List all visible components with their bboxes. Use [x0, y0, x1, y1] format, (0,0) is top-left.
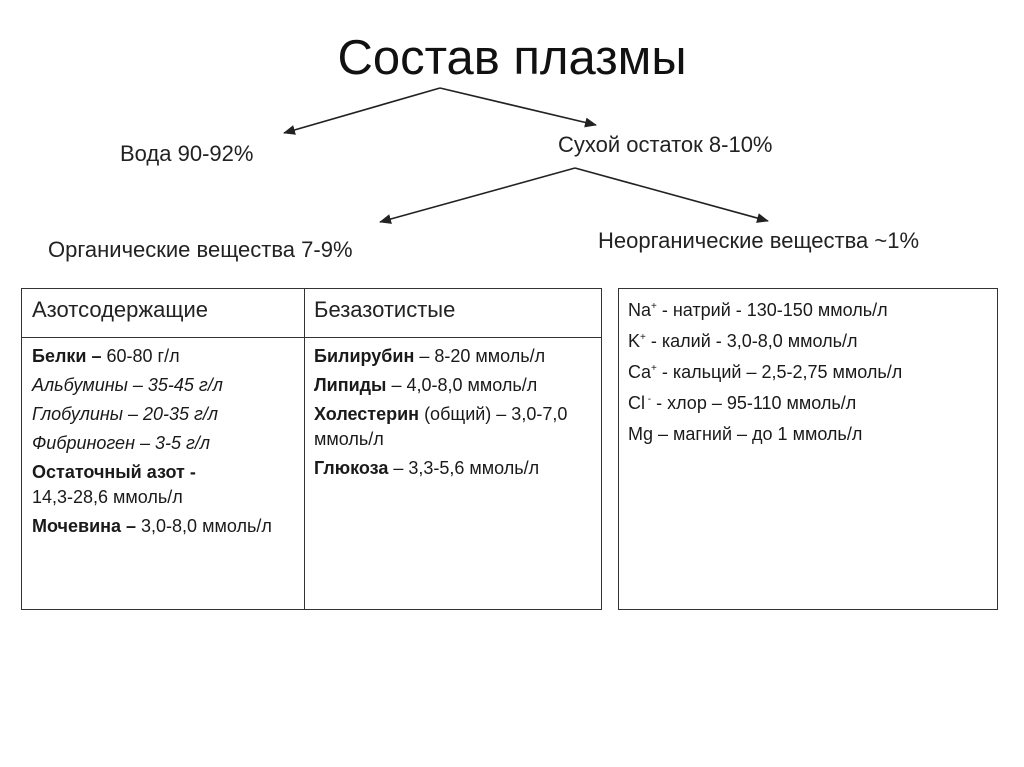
table-header-divider [22, 337, 601, 338]
entry-globulins: Глобулины – 20-35 г/л [32, 404, 219, 424]
nitrogen-column [32, 344, 297, 543]
entry-residual-nitrogen [32, 460, 297, 510]
entry-lipids [314, 373, 589, 398]
header-nitrogen: Азотсодержащие [32, 297, 208, 322]
lipids-value: – 4,0-8,0 ммоль/л [386, 375, 538, 395]
organic-label: Органические вещества 7-9% [48, 237, 353, 262]
proteins-value: 60-80 г/л [101, 346, 180, 366]
ion-symbol: Cl [628, 393, 645, 413]
ion-row-magnesium [628, 419, 902, 450]
ion-row-potassium [628, 326, 902, 357]
residual-nitrogen-value: 14,3-28,6 ммоль/л [32, 487, 183, 507]
entry-urea [32, 514, 297, 539]
urea-name: Мочевина – [32, 516, 137, 536]
arrow-to-inorganic [575, 168, 768, 221]
ion-charge: + [651, 363, 657, 374]
glucose-name: Глюкоза [314, 458, 389, 478]
entry-fibrinogen: Фибриноген – 3-5 г/л [32, 433, 211, 453]
ion-row-chlorine [628, 388, 902, 419]
inorganic-label: Неорганические вещества ~1% [598, 228, 920, 253]
ion-charge: - [645, 394, 652, 405]
non-nitrogen-column [314, 344, 589, 485]
ion-list [628, 295, 902, 450]
organic-table [21, 288, 602, 610]
ion-charge: + [640, 332, 646, 343]
ion-row-sodium [628, 295, 902, 326]
dry-residue-label: Сухой остаток 8-10% [558, 132, 773, 157]
inorganic-table [618, 288, 998, 610]
ion-symbol: Mg [628, 424, 654, 444]
ion-symbol: Na [628, 300, 652, 320]
arrow-to-organic [380, 168, 575, 222]
lipids-name: Липиды [314, 375, 387, 395]
ion-text: – магний – до 1 ммоль/л [653, 424, 863, 444]
bilirubin-value: – 8-20 ммоль/л [414, 346, 546, 366]
header-non-nitrogen: Безазотистые [314, 297, 456, 322]
cholesterol-value: (общий) – 3,0-7,0 ммоль/л [314, 404, 568, 449]
water-label: Вода 90-92% [120, 141, 254, 166]
ion-symbol: Ca [628, 362, 652, 382]
proteins-name: Белки – [32, 346, 102, 366]
arrow-to-dry-residue [440, 88, 596, 125]
glucose-value: – 3,3-5,6 ммоль/л [388, 458, 540, 478]
entry-proteins [32, 344, 297, 369]
arrow-to-water [284, 88, 440, 133]
ion-symbol: K [628, 331, 641, 351]
cholesterol-name: Холестерин [314, 404, 420, 424]
page-title: Состав плазмы [337, 31, 687, 85]
entry-cholesterol [314, 402, 589, 452]
ion-text: - натрий - 130-150 ммоль/л [656, 300, 888, 320]
ion-row-calcium [628, 357, 902, 388]
ion-charge: + [651, 301, 657, 312]
entry-glucose [314, 456, 589, 481]
urea-value: 3,0-8,0 ммоль/л [136, 516, 272, 536]
entry-bilirubin [314, 344, 589, 369]
bilirubin-name: Билирубин [314, 346, 415, 366]
ion-text: - хлор – 95-110 ммоль/л [651, 393, 857, 413]
ion-text: - кальций – 2,5-2,75 ммоль/л [656, 362, 903, 382]
entry-albumins: Альбумины – 35-45 г/л [32, 375, 223, 395]
ion-text: - калий - 3,0-8,0 ммоль/л [645, 331, 858, 351]
residual-nitrogen-name: Остаточный азот - [32, 462, 196, 482]
